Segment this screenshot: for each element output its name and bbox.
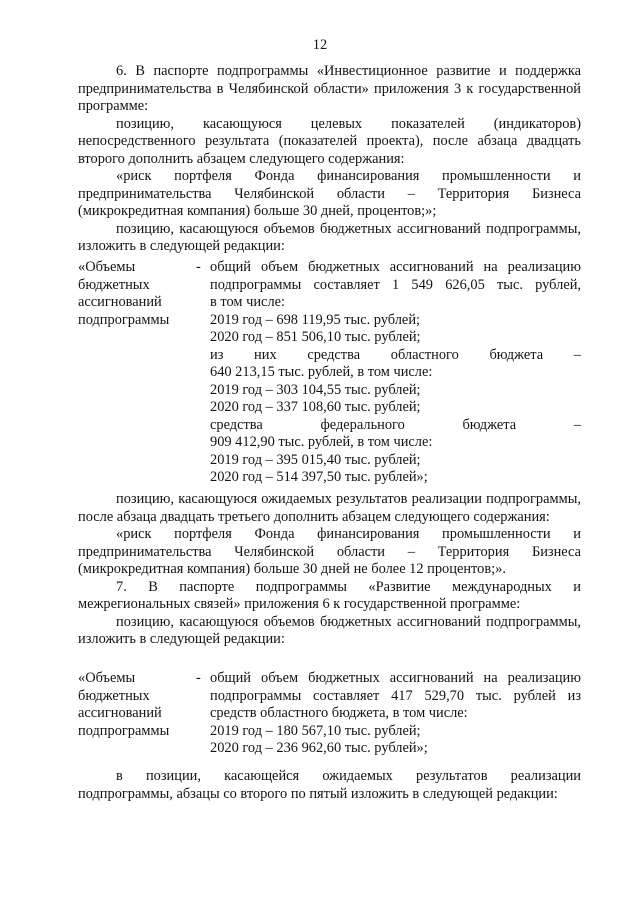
table-1-label-line: «Объемы	[78, 259, 136, 275]
table-2-label-line: ассигнований	[78, 705, 162, 721]
table-2-line: подпрограммы составляет 417 529,70 тыс. рублей из	[210, 687, 581, 704]
table-1-line: 2020 год – 337 108,60 тыс. рублей;	[210, 399, 421, 415]
table-1-line: 2020 год – 851 506,10 тыс. рублей;	[210, 329, 421, 345]
table-1-line: средства федерального бюджета –	[210, 416, 581, 433]
paragraph-6-intro: 6. В паспорте подпрограммы «Инвестиционное развитие и поддержка предпринимательства в Челябинской области» приложения 3 к государственной программе:	[78, 63, 581, 114]
table-1-line: подпрограммы составляет 1 549 626,05 тыс. рублей,	[210, 276, 581, 293]
table-1-line: 2019 год – 698 119,95 тыс. рублей;	[210, 311, 421, 328]
section-6-continued	[78, 491, 581, 649]
page-number: 12	[312, 37, 328, 53]
section-7-results	[78, 768, 581, 803]
table-1-label-line: бюджетных	[78, 276, 150, 293]
section-6	[78, 63, 581, 256]
table-1-label	[78, 259, 198, 329]
table-1-line: 2019 год – 303 104,55 тыс. рублей;	[210, 381, 421, 398]
table-1-label-line: подпрограммы	[78, 311, 170, 328]
table-1-line: 909 412,90 тыс. рублей, в том числе:	[210, 434, 433, 450]
table-2-label-line: подпрограммы	[78, 722, 170, 739]
paragraph-6-results: позицию, касающуюся ожидаемых результатов реализации подпрограммы, после абзаца двадцать третьего дополнить абзацем следующего содержания:	[78, 491, 581, 525]
table-1-label-line: ассигнований	[78, 294, 162, 310]
paragraph-7-intro: 7. В паспорте подпрограммы «Развитие международных и межрегиональных связей» приложения 6 к государственной программе:	[78, 578, 581, 612]
paragraph-7-budget: позицию, касающуюся объемов бюджетных ассигнований подпрограммы, изложить в следующей редакции:	[78, 613, 581, 647]
table-2-line: 2019 год – 180 567,10 тыс. рублей;	[210, 722, 421, 739]
table-1-line: общий объем бюджетных ассигнований на реализацию	[210, 259, 581, 275]
table-1-line: 640 213,15 тыс. рублей, в том числе:	[210, 364, 433, 380]
table-1-line: 2019 год – 395 015,40 тыс. рублей;	[210, 451, 421, 468]
table-2-dash: -	[196, 670, 201, 686]
table-2-line: средств областного бюджета, в том числе:	[210, 705, 468, 721]
table-1-dash: -	[196, 259, 201, 275]
paragraph-6-risk: «риск портфеля Фонда финансирования промышленности и предпринимательства Челябинской области – Территория Бизнеса (микрокредитная компания) больше 30 дней, процентов;»;	[78, 168, 581, 219]
paragraph-6-indicators: позицию, касающуюся целевых показателей (индикаторов) непосредственного результата (показателей проекта), после абзаца двадцать второго дополнить абзацем следующего содержания:	[78, 115, 581, 167]
table-2-line: общий объем бюджетных ассигнований на реализацию	[210, 670, 581, 686]
table-2-line: 2020 год – 236 962,60 тыс. рублей»;	[210, 740, 428, 756]
table-2-label	[78, 670, 198, 740]
table-2-label-line: бюджетных	[78, 687, 150, 704]
paragraph-6-budget: позицию, касающуюся объемов бюджетных ассигнований подпрограммы, изложить в следующей редакции:	[78, 220, 581, 254]
paragraph-7-results: в позиции, касающейся ожидаемых результатов реализации подпрограммы, абзацы со второго по пятый изложить в следующей редакции:	[78, 768, 581, 802]
paragraph-6-risk-2: «риск портфеля Фонда финансирования промышленности и предпринимательства Челябинской области – Территория Бизнеса (микрокредитная компания) больше 30 дней не более 12 процентов;».	[78, 526, 581, 577]
table-2-content	[210, 670, 581, 758]
table-1-line: из них средства областного бюджета –	[210, 346, 581, 363]
table-1-content	[210, 259, 581, 487]
table-1-line: 2020 год – 514 397,50 тыс. рублей»;	[210, 469, 428, 485]
table-1-line: в том числе:	[210, 294, 286, 310]
table-2-label-line: «Объемы	[78, 670, 136, 686]
